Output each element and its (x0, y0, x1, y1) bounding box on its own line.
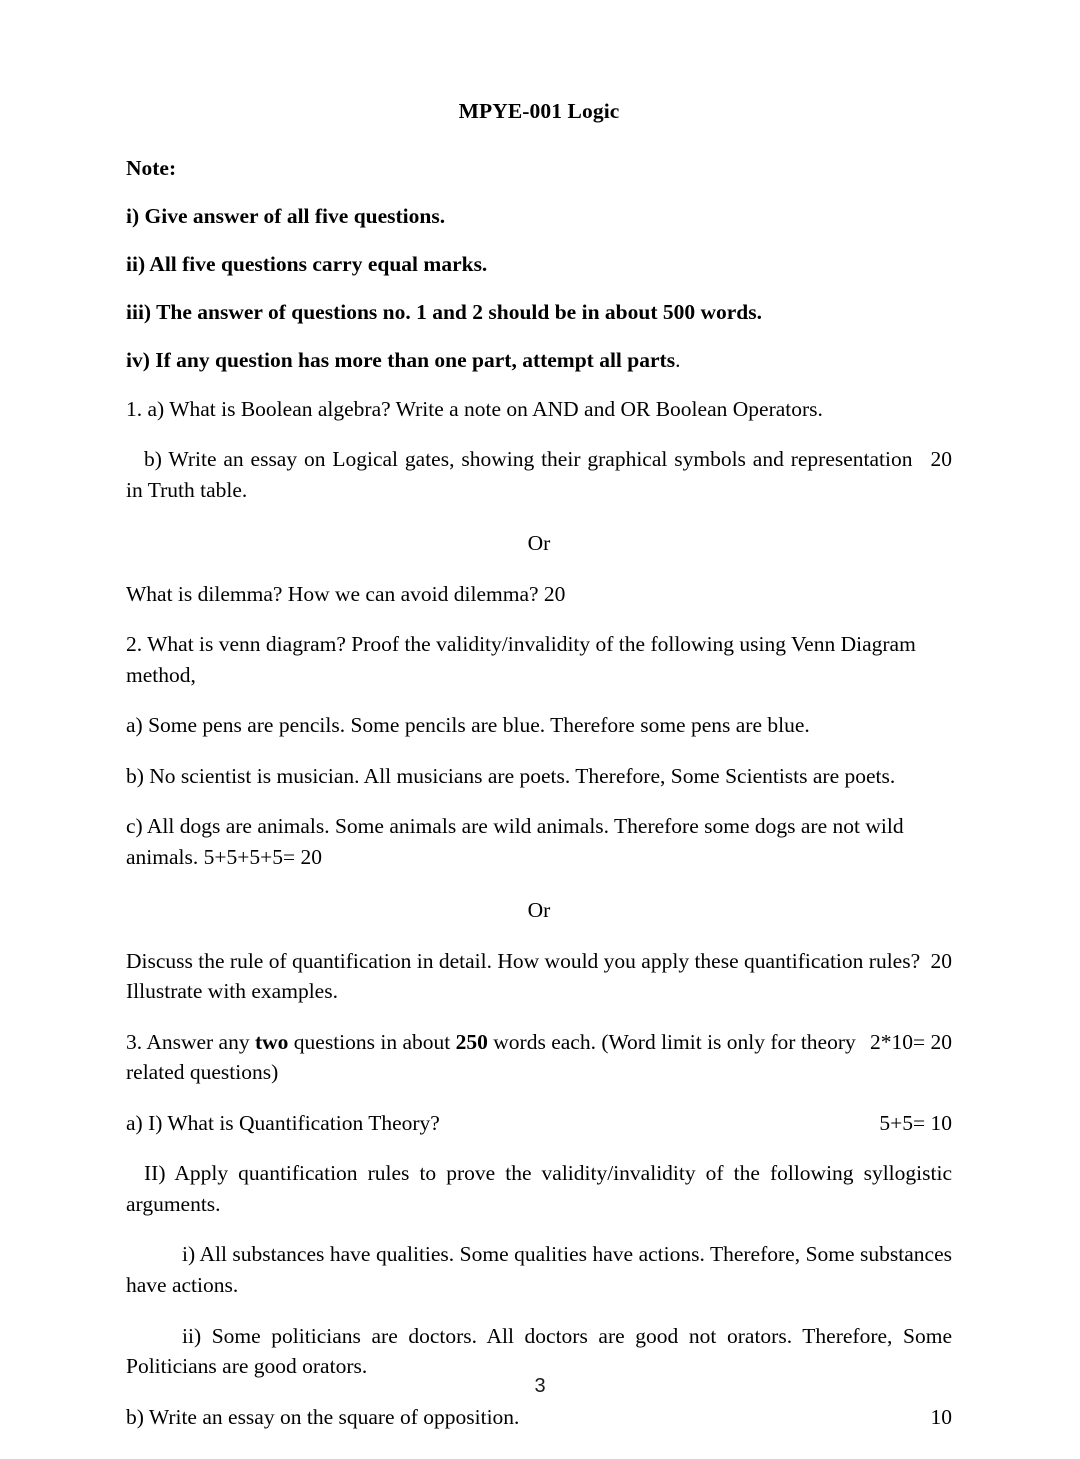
note-item-iv-bold: iv) If any question has more than one part, attempt all parts (126, 348, 676, 373)
question-1-part-b-text: b) Write an essay on Logical gates, showing their graphical symbols and representation in Truth table. (126, 447, 913, 502)
question-2-stem: 2. What is venn diagram? Proof the validity/invalidity of the following using Venn Diagram method, (126, 632, 916, 687)
question-3-stem-bold-250: 250 (455, 1029, 488, 1054)
question-1-or-divider: Or (527, 531, 551, 556)
question-3-stem-mid: questions in about (288, 1029, 456, 1054)
question-3-part-a-ii: II) Apply quantification rules to prove the validity/invalidity of the following syllogistic arguments. (126, 1161, 952, 1216)
question-3-stem (126, 1007, 952, 1088)
question-3-syllogism-i: i) All substances have qualities. Some qualities have actions. Therefore, Some substances have actions. (126, 1242, 952, 1297)
note-item-iv-tail: . (675, 348, 681, 373)
note-item-iii: iii) The answer of questions no. 1 and 2 should be in about 500 words. (126, 300, 763, 325)
question-3-stem-bold-two: two (254, 1029, 289, 1054)
note-item-iv (126, 325, 952, 373)
page-number: 3 (534, 1375, 546, 1397)
question-2-item-b: b) No scientist is musician. All musicians are poets. Therefore, Some Scientists are poets. (126, 763, 896, 788)
question-3-part-a-i-marks: 5+5= 10 (879, 1110, 952, 1135)
question-3-part-b-text: b) Write an essay on the square of opposition. (126, 1404, 520, 1429)
exam-paper-page (126, 0, 952, 1459)
question-3-part-a-i (126, 1088, 952, 1139)
note-item-i: i) Give answer of all five questions. (126, 203, 446, 228)
question-1-part-a: 1. a) What is Boolean algebra? Write a note on AND and OR Boolean Operators. (126, 396, 823, 421)
question-3-syllogism-ii: ii) Some politicians are doctors. All doctors are good not orators. Therefore, Some Politicians are good orators. (126, 1323, 952, 1379)
page-title: MPYE-001 Logic (458, 99, 620, 123)
question-3-stem-post: words each. (Word limit is only for theory related questions) (126, 1029, 856, 1085)
question-2-or-divider: Or (527, 898, 551, 923)
question-2-alternative-marks: 20 (930, 948, 952, 973)
question-1-alternative: What is dilemma? How we can avoid dilemma? 20 (126, 581, 566, 606)
question-3-part-b-marks: 10 (930, 1404, 952, 1429)
question-3-stem-pre: 3. Answer any (126, 1029, 255, 1054)
note-item-ii: ii) All five questions carry equal marks. (126, 252, 488, 277)
question-2-alternative-text: Discuss the rule of quantification in detail. How would you apply these quantification rules? Illustrate with examples. (126, 948, 921, 1004)
question-2-alternative (126, 926, 952, 1007)
question-1-part-b-marks: 20 (930, 447, 952, 472)
question-2-item-c: c) All dogs are animals. Some animals are wild animals. Therefore some dogs are not wild animals. 5+5+5+5= 20 (126, 814, 904, 869)
question-2-item-a: a) Some pens are pencils. Some pencils are blue. Therefore some pens are blue. (126, 713, 810, 738)
question-3-stem-marks: 2*10= 20 (869, 1029, 952, 1054)
note-heading: Note: (126, 155, 177, 180)
question-1-part-b (126, 424, 952, 505)
question-3-part-a-i-text: a) I) What is Quantification Theory? (126, 1110, 440, 1135)
